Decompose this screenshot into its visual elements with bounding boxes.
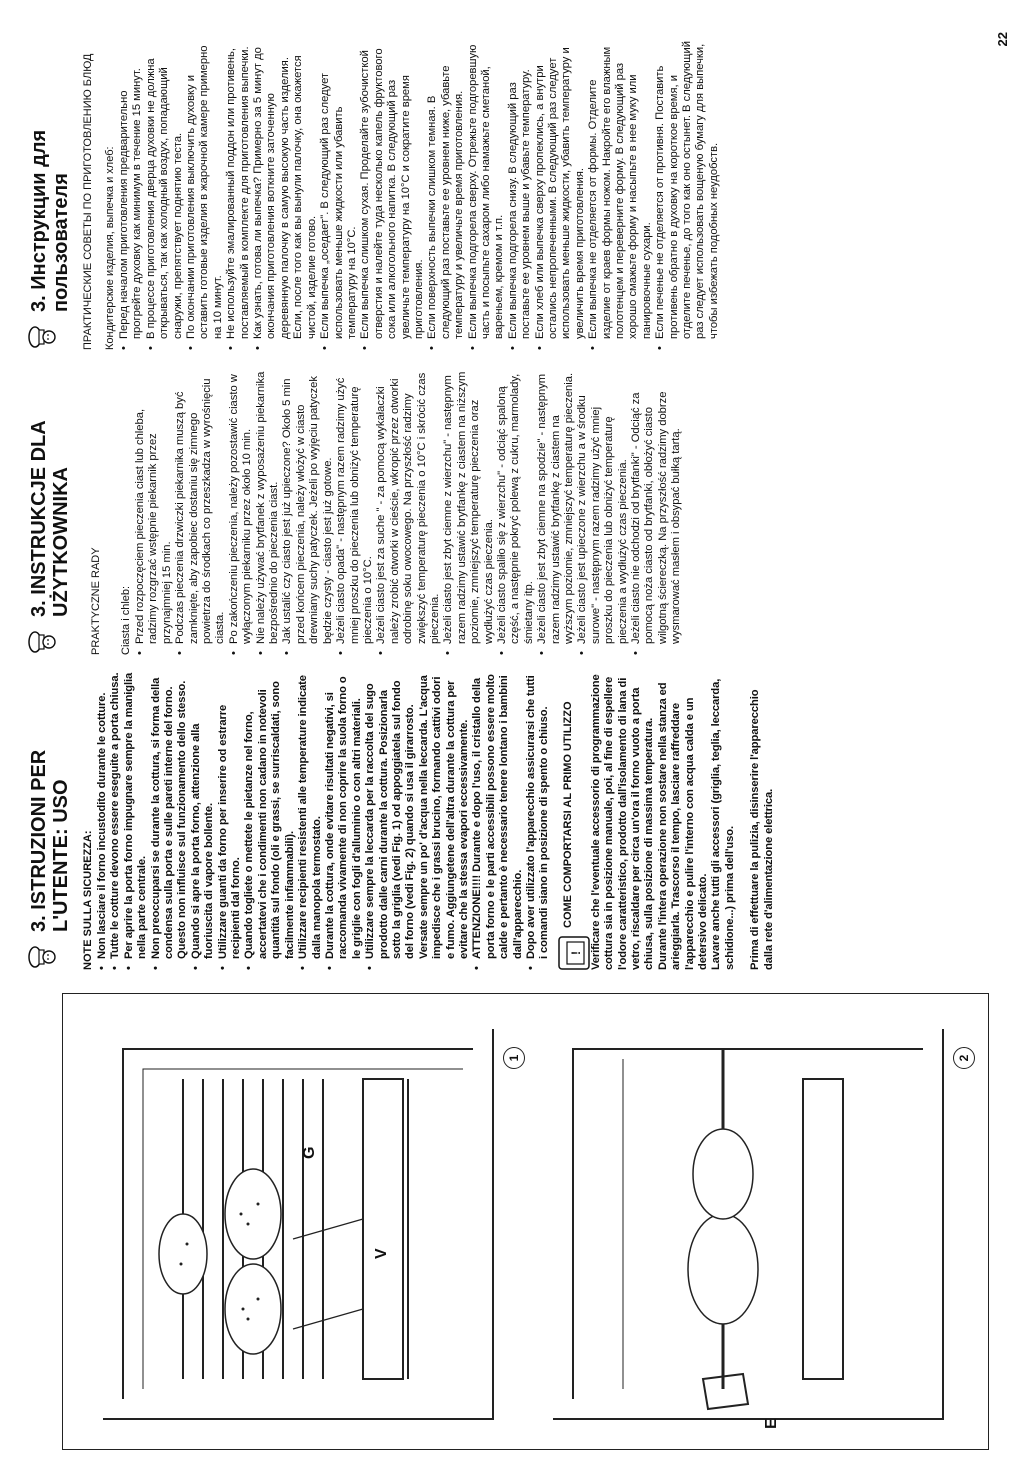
list-item: • Przed rozpoczęciem pieczenia ciast lub chleba, radzimy rozgrzać wstępnie piekarnik przez przynajmniej 15 min. — [134, 370, 174, 655]
list-item: • Jak ustalić czy ciasto jest już upieczone? Około 5 min przed końcem pieczenia, należy włożyć w ciasto drewniany suchy patyczek. Jeżeli po wyjęciu patyczek będzie czysty - ciasto jest już gotowe. — [281, 370, 335, 655]
list-item: • Если выпечка подгорела снизу. В следующий раз поставьте ее уровнем выше и убавьте температуру. — [507, 40, 534, 350]
label-v: V — [373, 1248, 390, 1259]
italian-title-line1: 3. ISTRUZIONI PER — [28, 749, 50, 932]
svg-text:!: ! — [568, 951, 583, 955]
list-item: • Jeżeli ciasto jest za suche " - za pomocą wykałaczki należy zrobić otworki w cieście, wkropić przez otworki odrobinę soku owocowego. Na przyszłość radzimy zwiększyć temperaturę pieczenia o 10°C i skrócić czas pieczenia. — [375, 370, 442, 655]
list-item: • Podczas pieczenia drzwiczki piekarnika muszą być zamknięte, aby zapobiec dostaniu się zimnego powietrza do środkach co przeszkadza w wyrośnięciu ciasta. — [174, 370, 228, 655]
polish-title-line1: 3. INSTRUKCJE DLA — [28, 420, 50, 617]
list-item: • Если поверхность выпечки слишком темная. В следующий раз поставьте ее уровнем ниже, убавьте температуру и увеличьте время приготовления. — [426, 40, 466, 350]
polish-heading: PRAKTYCZNE RADY — [90, 547, 102, 655]
list-item: • Utilizzare guanti da forno per inserire od estrarre recipienti dal forno. — [217, 670, 244, 970]
chef-icon — [28, 629, 56, 655]
list-item: • Если выпечка не отделяется от формы. Отделите изделие от краев формы ножом. Накройте его влажным полотенцем и переверните форму. В следующий раз хорошо смажьте форму и насыпьте в нее муку или панировочные сухари. — [587, 40, 654, 350]
polish-subheading: Ciasta i chleb: — [120, 585, 132, 655]
list-item: • В процессе приготовления дверца духовки не должна открываться, так как холодный воздух, попадающий снаружи, препятствует поднятию теста. — [145, 40, 185, 350]
list-item: • Если выпечка „оседает". В следующий раз следует использовать меньше жидкости или убавить температуру на 10°С. — [319, 40, 359, 350]
paragraph: Durante l'intera operazione non sostare nella stanza ed arieggiarla. Trascorso il tempo, lasciare raffreddare l'apparecchio e pulire l'interno con acqua calda e un detersivo delicato. — [656, 682, 710, 970]
italian-column — [28, 670, 776, 970]
paragraph: Verificare che l'eventuale accessorio di programmazione cottura sia in posizione manuale, poi, al fine di espellere l'odore caratteristico, prodotto dall'isolamento di lana di vetro, riscaldare per circa un'ora il forno vuoto a porta chiusa, sulla posizione di massima temperatura. — [589, 674, 656, 970]
safety-heading: NOTE SULLA SICUREZZA: — [82, 830, 94, 970]
russian-heading: ПРАКТИЧЕСКИЕ СОВЕТЫ ПО ПРИГОТОВЛЕНИЮ БЛЮД — [82, 53, 94, 350]
figure-1-marker: 1 — [503, 1047, 525, 1069]
list-item: • Если выпечка подгорела сверху. Отрежьте подгоревшую часть и посыпьте сахаром либо намажьте сметаной, вареньем, кремом и т.п. — [467, 40, 507, 350]
paragraph: Lavare anche tutti gli accessori (griglia, teglia, leccarda, schidione...) prima dell'uso. — [710, 678, 736, 970]
polish-title-line2: UŻYTKOWNIKA — [50, 467, 72, 617]
list-item: • Quando si apre la porta forno, attenzione alla fuoriuscita di vapore bollente. — [190, 670, 217, 970]
russian-subheading: Кондитерские изделия, выпечка и хлеб: — [104, 146, 116, 350]
list-item: • ATTENZIONE!!!! Durante e dopo l'uso, il cristallo della porta forno e le parti accessibili possono essere molto calde e pertanto è necessario tenere lontano i bambini dall'apparecchio. — [471, 670, 525, 970]
list-item: • Jeżeli ciasto spaliło się z wierzchu" - odciąć spaloną część, a następnie pokryć polewą z cukru, marmolady, śmietany itp. — [496, 370, 536, 655]
list-item: • Utilizzare sempre la leccarda per la raccolta del sugo prodotto dalle carni durante la cottura. Posizionarla sotto la griglia (vedi Fig. 1) od appoggiatela sul fondo del forno (vedi Fig. 2) quando si usa il girarrosto. Versate sempre un po' d'acqua nella leccarda. L'acqua impedisce che i grassi brucino, formando cattivi odori e fumo. Aggiungetene dell'altra durante la cottura per evitare che la stessa evapori eccessivamente. — [364, 670, 471, 970]
list-item: • Non lasciare il forno incustodito durante le cotture. — [96, 670, 109, 970]
italian-header — [28, 670, 72, 970]
first-use-section — [558, 670, 590, 970]
list-item: • Jeżeli ciasto nie odchodzi od brytfanki" - Odciąć za pomocą noża ciasto od brytfanki, obłożyć ciasto wilgotną ściereczką. Na przyszłość radzimy dobrze wysmarować masłem i obsypać bułką tartą. — [630, 370, 684, 655]
list-item: • Jeżeli ciasto jest upieczone z wierzchu a w środku surowe" - następnym razem radzimy użyć mniej proszku do pieczenia lub obniżyć temperaturę pieczenia a wydłużyć czas pieczenia. — [576, 370, 630, 655]
chef-icon — [28, 944, 56, 970]
list-item: • Durante la cottura, onde evitare risultati negativi, si raccomanda vivamente di non coprire la suola forno o le griglie con fogli d'alluminio o con altri materiali. — [324, 670, 364, 970]
list-item: • Per aprire la porta forno impugnare sempre la maniglia nella parte centrale. — [123, 670, 150, 970]
list-item: • Если выпечка слишком сухая. Проделайте зубочисткой отверстия и налейте туда несколько капель фруктового сока или алкогольного напитка. В следующий раз увеличьте температуру на 10°С и сократите время приготовления. — [359, 40, 426, 350]
label-e: E — [763, 1418, 780, 1429]
list-item: • Po zakończeniu pieczenia, należy pozostawić ciasto w wyłączonym piekarniku przez około 10 min. — [228, 370, 255, 655]
page-number: 22 — [995, 32, 1010, 47]
list-item: • Tutte le cotture devono essere eseguite a porta chiusa. — [109, 670, 122, 970]
list-item: • По окончании приготовления выключить духовку и оставить готовые изделия в жарочной камере примерно на 10 минут. — [185, 40, 225, 350]
russian-tips-list — [118, 40, 721, 350]
list-item: • Quando togliete o mettete le pietanze nel forno, accertatevi che i condimenti non cadano in notevoli quantità sul fondo (oli e grassi, se surriscaldati, sono facilmente infiammabili). — [243, 670, 297, 970]
label-g: G — [301, 1146, 318, 1159]
safety-list — [96, 670, 552, 970]
oven-illustration-frame — [62, 993, 989, 1450]
italian-title-line2: L'UTENTE: USO — [50, 779, 72, 932]
figure-2-marker: 2 — [953, 1047, 975, 1069]
list-item: • Jeżeli ciasto opada" - następnym razem radzimy użyć mniej proszku do pieczenia lub obniżyć temperaturę pieczenia o 10°C. — [335, 370, 375, 655]
first-use-text — [590, 670, 737, 970]
list-item: • Utilizzare recipienti resistenti alle temperature indicate dalla manopola termostato. — [297, 670, 324, 970]
list-item: • Dopo aver utilizzato l'apparecchio assicurarsi che tutti i comandi siano in posizione di spento o chiuso. — [525, 670, 552, 970]
oven-illustration — [63, 994, 988, 1449]
polish-column — [28, 370, 684, 655]
first-use-heading: COME COMPORTARSI AL PRIMO UTILIZZO — [561, 701, 574, 928]
polish-tips-list — [134, 370, 684, 655]
list-item: • Non preoccuparsi se durante la cottura, si forma della condensa sulla porta e sulle pareti interne del forno. Questo non influisce sul funzionamento dello stesso. — [150, 670, 190, 970]
list-item: • Если хлеб или выпечка сверху пропеклись, а внутри остались непропеченными. В следующий раз следует использовать меньше жидкости, убавить температуру и увеличить время приготовления. — [534, 40, 588, 350]
list-item: • Jeżeli ciasto jest zbyt ciemne z wierzchu" - następnym razem radzimy ustawić brytfankę z ciastem na niższym poziomie, zmniejszyć temperaturę pieczenia oraz wydłużyć czas pieczenia. — [442, 370, 496, 655]
list-item: • Nie należy używać brytfanek z wyposażeniu piekarnika bezpośrednio do pieczenia ciast. — [255, 370, 282, 655]
chef-icon — [28, 324, 56, 350]
list-item: • Как узнать, готова ли выпечка? Примерно за 5 минут до окончания приготовления воткните заточенную деревянную палочку в самую высокую часть изделия. Если, после того как вы вынули палочку, она окажется чистой, изделие готово. — [252, 40, 319, 350]
russian-title-line2: пользователя — [50, 173, 72, 312]
list-item: • Перед началом приготовления предварительно прогрейте духовку как минимум в течение 15 минут. — [118, 40, 145, 350]
oven-warning-icon — [558, 936, 590, 970]
list-item: • Не используйте эмалированный поддон или противень, поставляемый в комплекте для приготовления выпечки. — [225, 40, 252, 350]
list-item: • Если печенье не отделяется от противня. Поставить противень обратно в духовку на короткое время, и отделите печенье, до того как оно остынет. В следующий раз следует использовать вощеную бумагу для выпечки, чтобы избежать подобных неудобств. — [654, 40, 721, 350]
list-item: • Jeżeli ciasto jest zbyt ciemne na spodzie" - następnym razem radzimy ustawić brytfankę z ciastem na wyższym poziomie, zmniejszyć temperaturę pieczenia. — [536, 370, 576, 655]
russian-column — [28, 40, 721, 350]
russian-title-line1: 3. Инструкции для — [28, 129, 50, 312]
russian-header — [28, 40, 72, 350]
polish-header — [28, 370, 72, 655]
cleaning-note: Prima di effettuare la pulizia, disinserire l'apparecchio dalla rete d'alimentazione elettrica. — [749, 689, 775, 970]
